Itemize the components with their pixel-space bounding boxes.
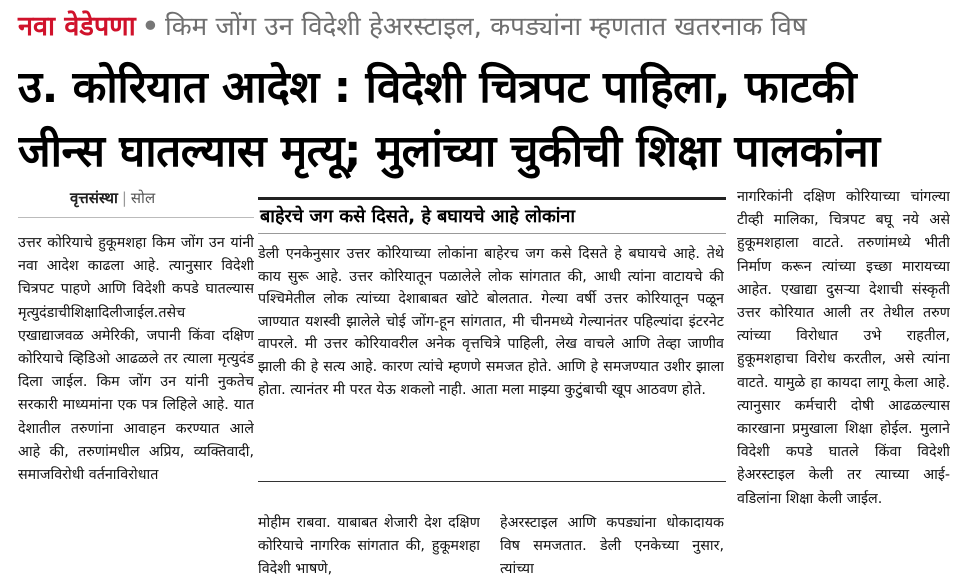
kicker-bullet: • bbox=[141, 11, 159, 42]
kicker-label: नवा वेडेपणा bbox=[18, 11, 136, 42]
kicker-text: किम जोंग उन विदेशी हेअरस्टाइल, कपड्यांना म्हणतात खतरनाक विष bbox=[164, 12, 807, 42]
headline-line-2: जीन्स घातल्यास मृत्यू; मुलांच्या चुकीची शिक्षा पालकांना bbox=[18, 126, 880, 177]
kicker bbox=[18, 6, 948, 48]
article-column-4: नागरिकांनी दक्षिण कोरियाच्या चांगल्या टीव्ही मालिका, चित्रपट बघू नये असे हुकूमशहाला वाटते. तरुणांमध्ये भीती निर्माण करून त्यांच्या इच्छा मारायच्या आहेत. एखाद्या दुसऱ्या देशाची संस्कृती उत्तर कोरियात आली तर तेथील तरुण त्यांच्या विरोधात उभे राहतील, हुकूमशहाचा विरोध करतील, असे त्यांना वाटते. यामुळे हा कायदा लागू केला आहे. त्यानुसार कर्मचारी दोषी आढळल्यास कारखाना प्रमुखाला शिक्षा होईल. मुलाने विदेशी कपडे घातले किंवा विदेशी हेअरस्टाइल केली तर त्याच्या आई-वडिलांना शिक्षा केली जाईल. bbox=[737, 189, 950, 507]
headline bbox=[18, 56, 948, 184]
byline bbox=[70, 188, 155, 208]
box-body: डेली एनकेनुसार उत्तर कोरियाच्या लोकांना बाहेरच जग कसे दिसते हे बघायचे आहे. तेथे काय सुरू आहे. उत्तर कोरियातून पळालेले लोक सांगतात की, आधी त्यांना वाटायचे की पश्चिमेतील लोक त्यांच्या देशाबाबत खोटे बोलतात. गेल्या वर्षी उत्तर कोरियातून पळून जाण्यात यशस्वी झालेले चोई जोंग-हून सांगतात, मी चीनमध्ये गेल्यानंतर पहिल्यांदा इंटरनेट वापरले. मी उत्तर कोरियावरील अनेक वृत्तचित्रे पाहिली, लेख वाचले आणि तेव्हा जाणीव झाली की हे सत्य आहे. कारण त्यांचे म्हणणे समजत होते. आणि हे समजण्यात उशीर झाला होता. त्यानंतर मी परत येऊ शकलो नाही. आता मला माझ्या कुटुंबाची खूप आठवण होते. bbox=[258, 246, 724, 398]
article-column-2: मोहीम राबवा. याबाबत शेजारी देश दक्षिण कोरियाचे नागरिक सांगतात की, हुकूमशहा विदेशी भाषणे, bbox=[258, 515, 480, 578]
article-column-1: उत्तर कोरियाचे हुकूमशहा किम जोंग उन यांनी नवा आदेश काढला आहे. त्यानुसार विदेशी चित्रपट पाहणे आणि विदेशी कपडे घातल्यास मृत्युदंडाचीशिक्षादिलीजाईल.तसेच एखाद्याजवळ अमेरिकी, जपानी किंवा दक्षिण कोरियाचे व्हिडिओ आढळले तर त्याला मृत्युदंड दिला जाईल. किम जोंग उन यांनी नुकतेच सरकारी माध्यमांना एक पत्र लिहिले आहे. यात देशातील तरुणांना आवाहन करण्यात आले आहे की, तरुणांमधील अप्रिय, व्यक्तिवादी, समाजविरोधी वर्तनाविरोधात bbox=[18, 235, 254, 484]
box-top-rule bbox=[258, 197, 726, 200]
box-title: बाहेरचे जग कसे दिसते, हे बघायचे आहे लोकांना bbox=[260, 206, 576, 227]
byline-separator: | bbox=[121, 189, 127, 207]
box-title-divider bbox=[258, 233, 726, 234]
box-bottom-rule bbox=[258, 481, 726, 482]
article-column-3: हेअरस्टाइल आणि कपड्यांना धोकादायक विष समजतात. डेली एनकेच्या नुसार, त्यांच्या bbox=[500, 515, 724, 578]
byline-divider bbox=[18, 217, 254, 218]
headline-line-1: उ. कोरियात आदेश : विदेशी चित्रपट पाहिला, फाटकी bbox=[18, 62, 857, 113]
byline-place: सोल bbox=[130, 189, 156, 207]
byline-agency: वृत्तसंस्था bbox=[70, 189, 118, 207]
